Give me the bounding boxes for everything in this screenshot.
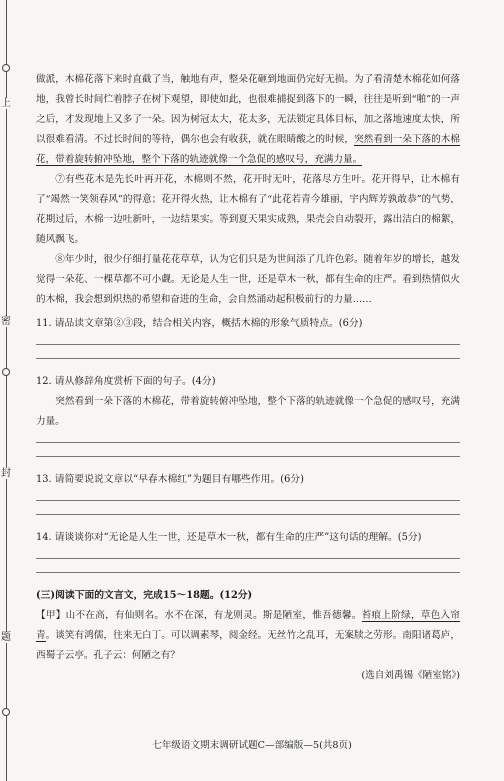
passage-text: 做派，木棉花落下来时直截了当，触地有声，整朵花砸到地面仍完好无损。为了看清楚木棉花如何落地，我曾长时间伫着脖子在树下观望，即使如此，也很难捕捉到落下的一瞬，往往是听到“啪”的一声之后，才发现地上又多了一朵。因为树冠太大，花太多，无法锁定具体目标，加之落地速度太快，所以很难看清。不过长时间的等待，偶尔也会有收获，就在眼睛酸之的时候， <box>36 74 460 145</box>
classical-text <box>36 606 460 666</box>
classical-underlined: 苔痕上阶绿，草色入帘青 <box>36 610 461 641</box>
answer-line[interactable] <box>36 514 460 515</box>
answer-line[interactable] <box>36 572 460 573</box>
exam-page <box>36 70 460 686</box>
margin-label-seal: 密 <box>1 316 11 327</box>
classical-text-b: 。谈笑有鸿儒，往来无白丁。可以调素琴，阅金经。无丝竹之乱耳，无案牍之劳形。南阳诸葛庐，西蜀子云亭。孔子云：何陋之有？ <box>36 630 461 661</box>
question-13: 13. 请简要说说文章以“早春木棉红”为题目有哪些作用。(6分) <box>36 474 304 485</box>
answer-line[interactable] <box>36 344 460 345</box>
question-12: 12. 请从修辞角度赏析下面的句子。(4分) <box>36 376 216 387</box>
question-12-quote: 突然看到一朵下落的木棉花，带着旋转俯冲坠地，整个下落的轨迹就像一个急促的感叹号，充满力量。 <box>36 396 460 427</box>
answer-line[interactable] <box>36 456 460 457</box>
passage-paragraph-8: ⑧年少时，很少仔细打量花花草草，认为它们只是为世间添了几许色彩。随着年岁的增长，越发觉得一朵花、一棵草都不可小觑。无论是人生一世，还是草木一秋，都有生命的庄严。看到热情似火的木棉，我会想到炽热的希望和奋进的生命，会自然涌动起积极前行的力量…… <box>36 254 460 305</box>
binding-hole <box>2 64 10 72</box>
question-11: 11. 请品读文章第②③段，结合相关内容，概括木棉的形象气质特点。(6分) <box>36 318 363 329</box>
binding-hole <box>2 708 10 716</box>
passage-paragraph-7: ⑦有些花木是先长叶再开花，木棉则不然，花开时无叶，花落尽方生叶。花开得早，让木棉有了“竭然一笑领春风”的得意；花开得火热，让木棉有了“此花若青今雄丽，宇内辉芳孰敢恭”的气势，花期过后，木棉一边吐新叶，一边结果实。等到夏天果实成熟，果壳会自动裂开，露出洁白的棉絮，随风飘飞。 <box>36 174 460 245</box>
page-footer: 七年级语文期末调研试题C—部编版—5(共8页) <box>152 740 352 751</box>
answer-line[interactable] <box>36 558 460 559</box>
margin-label-seal-2: 封 <box>1 468 11 479</box>
answer-line[interactable] <box>36 358 460 359</box>
section-3-title: (三)阅读下面的文言文，完成15～18题。(12分) <box>36 590 253 601</box>
text-source: (选自刘禹锡《陋室铭》) <box>361 670 460 681</box>
answer-line[interactable] <box>36 500 460 501</box>
answer-line[interactable] <box>36 442 460 443</box>
margin-label-question: 题 <box>1 632 11 643</box>
question-14: 14. 请谈谈你对“无论是人生一世，还是草木一秋，都有生命的庄严”这句话的理解。(5分) <box>36 532 422 543</box>
passage-paragraph <box>36 70 460 170</box>
underlined-sentence: 突然看到一朵下落的木棉花，带着旋转俯冲坠地，整个下落的轨迹就像一个急促的感叹号，充满力量。 <box>36 134 461 165</box>
margin-label-top: 上 <box>1 98 11 109</box>
binding-line <box>6 0 7 781</box>
binding-hole <box>2 368 10 376</box>
classical-text-a: 【甲】山不在高，有仙则名。水不在深，有龙则灵。斯是陋室，惟吾德馨。 <box>36 610 362 621</box>
